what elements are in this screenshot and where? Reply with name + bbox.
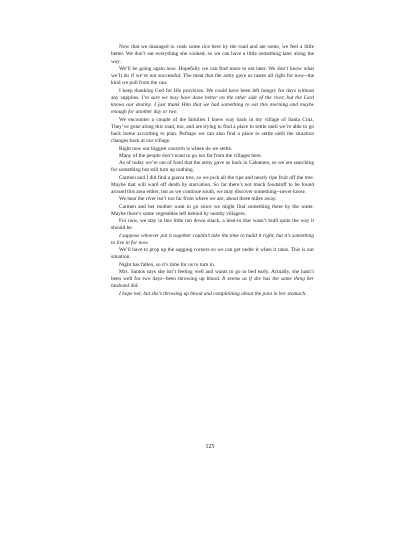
paragraph: Carmen and her mother want to go since we might find something there by the water. Maybe there’s some vegetables left behind by nearby villagers.	[111, 203, 314, 217]
paragraph: Right now our biggest concern is where do we settle.	[119, 145, 233, 152]
paragraph: We hear the river isn’t too far from where we are, about three miles away.	[119, 196, 277, 203]
document-page	[111, 44, 314, 298]
page-number: 125	[205, 444, 215, 450]
paragraph: I hope not, but she’s throwing up blood and complaining about the pain in her stomach.	[119, 290, 307, 297]
paragraph: For now, we stay in this little run down shack, a lean-to that wasn’t built quite the way it should be.	[111, 218, 314, 232]
paragraph: We encounter a couple of the families I knew way back in my village of Santa Cruz. They’ve gone along this road, too, and are trying to find a place to settle until we’re able to go back home according to plan. Perhaps we can also find a place to settle until the situation changes back at our village.	[111, 116, 314, 145]
paragraph: Night has fallen, so it’s time for us to turn in.	[119, 261, 216, 268]
paragraph: I suppose whoever put it together couldn’t take the time to build it right, but it’s something to live in for now.	[111, 232, 314, 246]
paragraph: Mrs. Santos says she isn’t feeling well and wants to go to bed early. Actually, she hasn’t been well for two days--been throwing up blood. It seems as if she has the same thing her husband did.	[111, 268, 315, 290]
paragraph: I keep thanking God for His provision. We could have been left hungry for days without any supplies. I’m sure we may have done better on the other side of the river, but the Lord knows our destiny. I just thank Him that we had something to eat this morning and maybe enough for another day or two.	[111, 87, 314, 116]
paragraph: Many of the people don’t want to go too far from the villages here.	[119, 152, 262, 159]
paragraph: We’ll have to prop up the sagging corners so we can get under it when it rains. This is our situation.	[111, 247, 314, 261]
paragraph: As of today we’re out of food that the army gave us back in Cabatuen, so we are searching for something but still turn up nothing.	[111, 160, 314, 174]
paragraph: We’ll be going again now. Hopefully we can find more to eat later. We don’t know what we’ll do if we’re not successful. The meat that the army gave us tastes all right for now--the kind we pull from the can.	[111, 65, 314, 87]
paragraph: Carmen and I did find a guava tree, so we pick all the ripe and nearly ripe fruit off the tree. Maybe that will ward off death by starvation. So far there’s not much foodstuff to be found around this area either, but as we continue south, we may discover something--never know.	[111, 174, 314, 195]
paragraph: Now that we managed to cook some rice here by the road and ate some, we feel a little better. We don’t eat everything she cooked, so we can have a little something later along the way.	[111, 44, 314, 65]
